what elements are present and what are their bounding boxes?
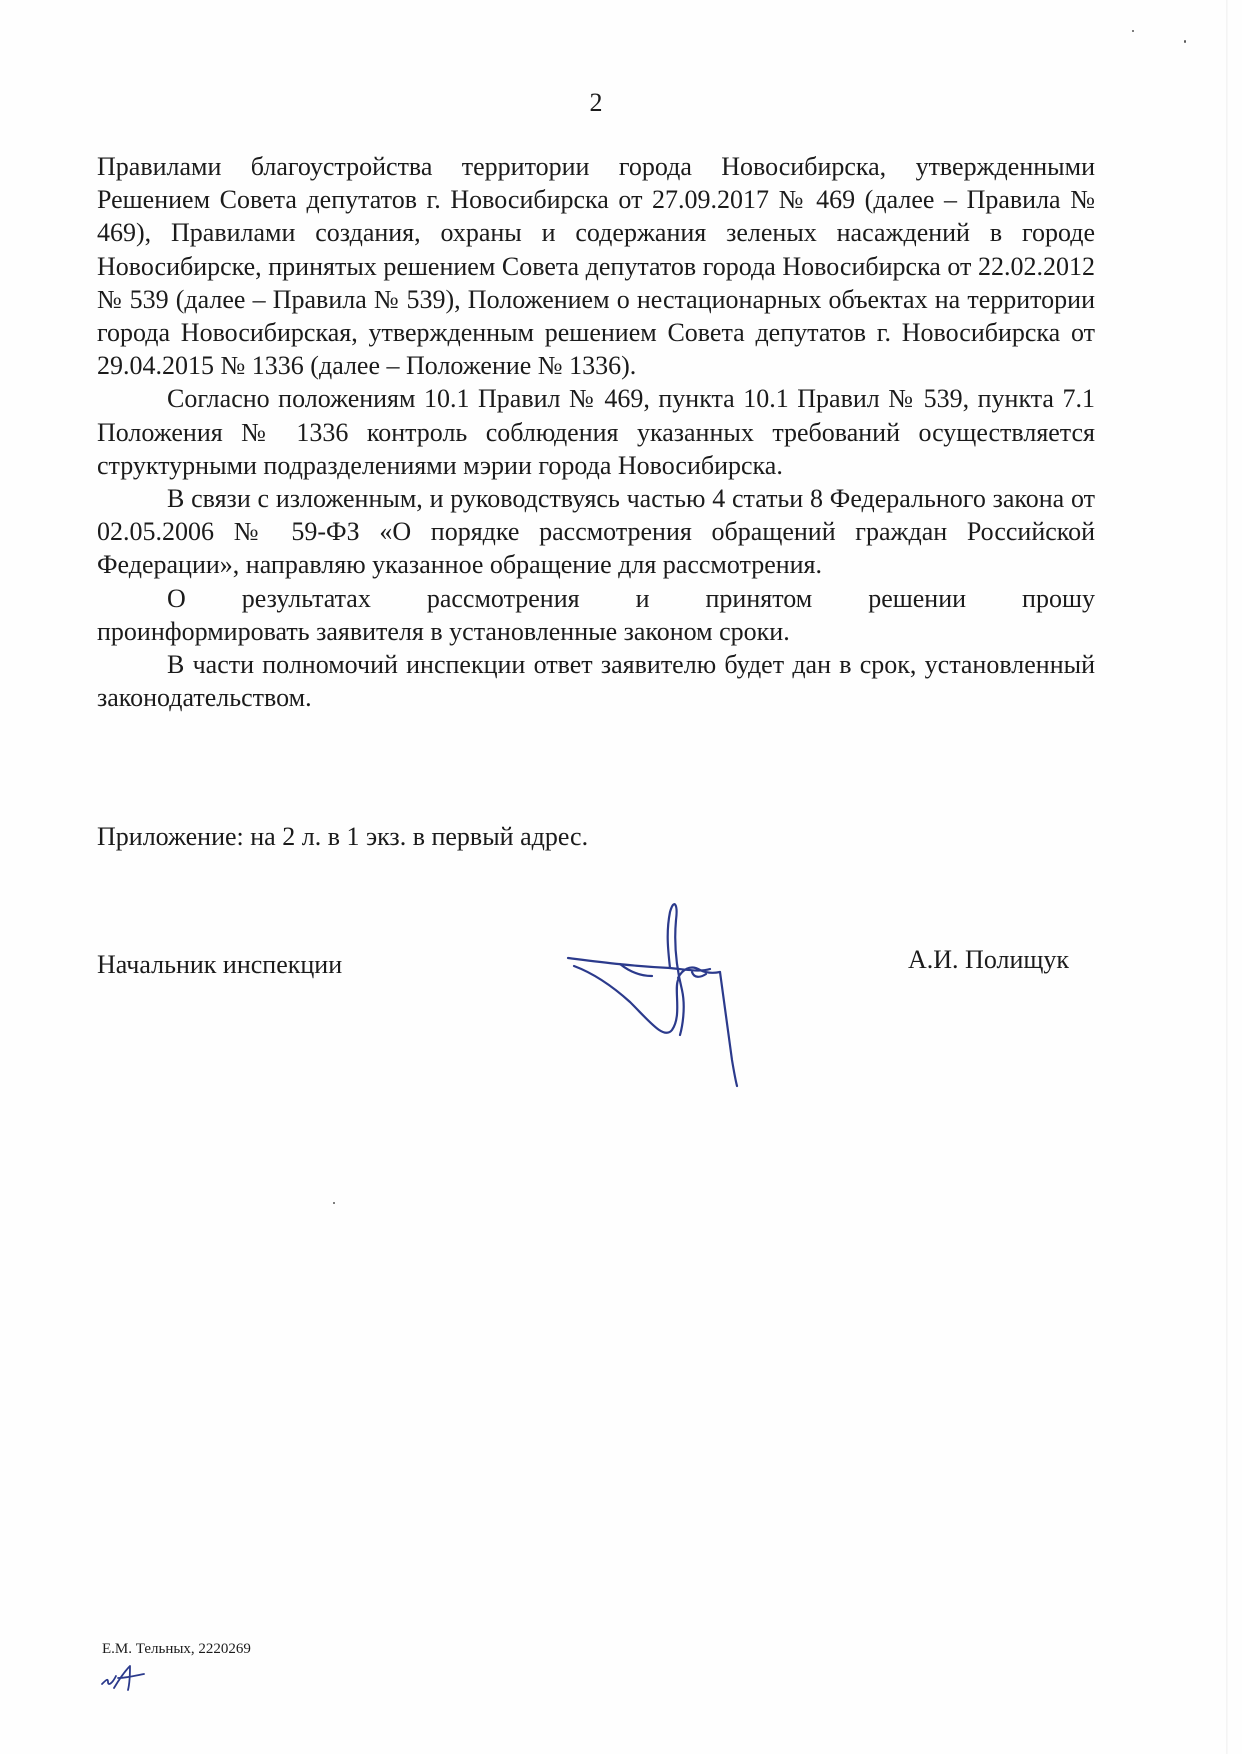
handwritten-signature [560, 890, 780, 1110]
page-number: 2 [589, 88, 603, 117]
body-paragraph: В связи с изложенным, и руководствуясь частью 4 статьи 8 Федерального закона от 02.05.2006 № 59-ФЗ «О порядке рассмотрения обращений граждан Российской Федерации», направляю указанное обращение для рассмотрения. [97, 484, 1095, 580]
executor-contact: Е.М. Тельных, 2220269 [102, 1641, 251, 1657]
signatory-name: А.И. Полищук [908, 945, 1070, 974]
scan-speck [1184, 40, 1186, 43]
signatory-position: Начальник инспекции [97, 950, 343, 979]
body-paragraph: Согласно положениям 10.1 Правил № 469, пункта 10.1 Правил № 539, пункта 7.1 Положения № 1336 контроль соблюдения указанных требований осуществляется структурными подразделениями мэрии города Новосибирска. [97, 384, 1095, 480]
body-paragraph: О результатах рассмотрения и принятом решении прошу [167, 583, 1095, 613]
body-paragraph: В части полномочий инспекции ответ заявителю будет дан в срок, установленный законодательством. [97, 650, 1095, 713]
body-paragraph: Правилами благоустройства территории города Новосибирска, утвержденными Решением Совета депутатов г. Новосибирска от 27.09.2017 № 469 (далее – Правила № 469), Правилами создания, охраны и содержания зеленых насаждений в городе Новосибирске, принятых решением Совета депутатов города Новосибирска от 22.02.2012 № 539 (далее – Правила № 539), Положением о нестационарных объектах на территории города Новосибирская, утвержденным решением Совета депутатов г. Новосибирска от 29.04.2015 № 1336 (далее – Положение № 1336). [97, 152, 1095, 381]
annex-note: Приложение: на 2 л. в 1 экз. в первый адрес. [97, 822, 589, 851]
scan-edge [1226, 0, 1228, 1754]
scan-speck [333, 1202, 335, 1204]
letter-body [97, 150, 1095, 714]
executor-initials-mark [100, 1662, 146, 1692]
scan-speck [1132, 30, 1134, 32]
body-paragraph: проинформировать заявителя в установленные законом сроки. [97, 616, 790, 646]
